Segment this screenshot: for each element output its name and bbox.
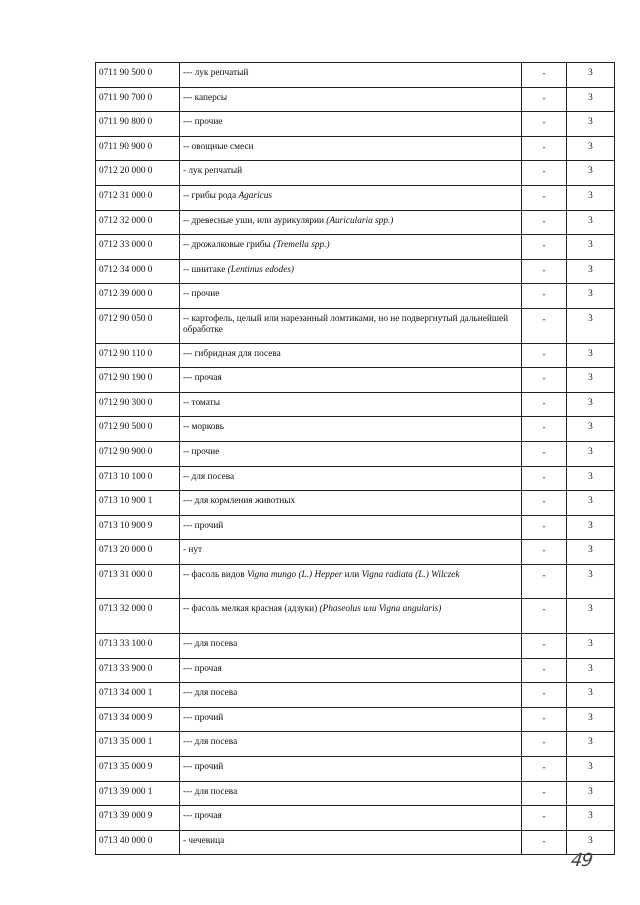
description-text: --- для посева (183, 639, 238, 650)
table-row (96, 757, 615, 782)
duty-rate-cell: 3 (567, 732, 615, 757)
table-row (96, 781, 615, 806)
table-row (96, 683, 615, 708)
table-row (96, 491, 615, 516)
unit-cell: - (522, 599, 567, 634)
duty-rate-cell: 3 (567, 599, 615, 634)
commodity-code-cell: 0712 90 300 0 (96, 392, 180, 417)
unit-cell: - (522, 284, 567, 309)
commodity-code-cell: 0713 35 000 1 (96, 732, 180, 757)
duty-rate-cell: 3 (567, 210, 615, 235)
unit-cell: - (522, 491, 567, 516)
duty-rate-cell: 3 (567, 112, 615, 137)
commodity-code-cell: 0712 90 050 0 (96, 308, 180, 343)
unit-cell: - (522, 63, 567, 88)
duty-rate-cell: 3 (567, 830, 615, 855)
commodity-code-cell: 0712 39 000 0 (96, 284, 180, 309)
description-text: -- прочие (183, 446, 220, 457)
page-number: 49 (569, 850, 594, 871)
description-cell (180, 491, 522, 516)
duty-rate-cell: 3 (567, 284, 615, 309)
duty-rate-cell: 3 (567, 564, 615, 599)
unit-cell: - (522, 830, 567, 855)
duty-rate-cell: 3 (567, 781, 615, 806)
description-text: --- для кормления животных (183, 496, 296, 507)
table-row (96, 515, 615, 540)
unit-cell: - (522, 343, 567, 368)
commodity-code-cell: 0711 90 700 0 (96, 87, 180, 112)
description-cell (180, 284, 522, 309)
description-text: - чечевица (183, 835, 225, 846)
duty-rate-cell: 3 (567, 707, 615, 732)
description-text: --- прочий (183, 520, 224, 531)
commodity-code-cell: 0712 33 000 0 (96, 235, 180, 260)
description-cell (180, 634, 522, 659)
description-text: -- древесные уши, или аурикулярии (183, 215, 327, 226)
description-text: -- прочие (183, 289, 220, 300)
unit-cell: - (522, 564, 567, 599)
description-cell (180, 707, 522, 732)
commodity-code-cell: 0712 90 110 0 (96, 343, 180, 368)
commodity-code-cell: 0713 34 000 9 (96, 707, 180, 732)
duty-rate-cell: 3 (567, 343, 615, 368)
description-cell (180, 732, 522, 757)
duty-rate-cell: 3 (567, 417, 615, 442)
description-text: -- картофель, целый или нарезанный ломтиками, но не подвергнутый дальнейшей обработке (183, 313, 509, 335)
unit-cell: - (522, 806, 567, 831)
tariff-table-body (96, 63, 615, 855)
unit-cell: - (522, 634, 567, 659)
table-row (96, 417, 615, 442)
description-cell (180, 599, 522, 634)
description-cell (180, 368, 522, 393)
duty-rate-cell: 3 (567, 161, 615, 186)
description-text: --- прочий (183, 712, 224, 723)
description-cell (180, 392, 522, 417)
duty-rate-cell: 3 (567, 392, 615, 417)
description-cell (180, 417, 522, 442)
description-cell (180, 540, 522, 565)
description-italic-text: (Lentinus edodes) (227, 264, 295, 275)
commodity-code-cell: 0713 32 000 0 (96, 599, 180, 634)
description-text: -- овощные смеси (183, 141, 254, 152)
unit-cell: - (522, 683, 567, 708)
unit-cell: - (522, 185, 567, 210)
unit-cell: - (522, 658, 567, 683)
commodity-code-cell: 0713 31 000 0 (96, 564, 180, 599)
description-cell (180, 136, 522, 161)
description-cell (180, 308, 522, 343)
description-cell (180, 830, 522, 855)
description-text: --- прочий (183, 762, 224, 773)
table-row (96, 308, 615, 343)
commodity-code-cell: 0713 33 100 0 (96, 634, 180, 659)
description-text: --- для посева (183, 737, 238, 748)
unit-cell: - (522, 259, 567, 284)
description-text: или (342, 569, 362, 580)
duty-rate-cell: 3 (567, 368, 615, 393)
description-text: -- дрожалковые грибы (183, 240, 274, 251)
commodity-code-cell: 0713 40 000 0 (96, 830, 180, 855)
commodity-code-cell: 0711 90 500 0 (96, 63, 180, 88)
description-text: --- каперсы (183, 92, 228, 103)
description-italic-text: Vigna radiata (L.) Wilczek (361, 569, 460, 580)
table-row (96, 634, 615, 659)
description-cell (180, 806, 522, 831)
description-text: -- фасоль видов (183, 569, 247, 580)
description-text: --- для посева (183, 786, 238, 797)
table-row (96, 210, 615, 235)
description-text: -- томаты (183, 397, 220, 408)
duty-rate-cell: 3 (567, 63, 615, 88)
table-row (96, 599, 615, 634)
unit-cell: - (522, 210, 567, 235)
description-text: -- для посева (183, 471, 235, 482)
description-text: --- для посева (183, 688, 238, 699)
duty-rate-cell: 3 (567, 235, 615, 260)
table-row (96, 830, 615, 855)
commodity-code-cell: 0711 90 900 0 (96, 136, 180, 161)
commodity-code-cell: 0713 34 000 1 (96, 683, 180, 708)
unit-cell: - (522, 87, 567, 112)
unit-cell: - (522, 781, 567, 806)
commodity-code-cell: 0713 10 900 9 (96, 515, 180, 540)
table-row (96, 441, 615, 466)
table-row (96, 259, 615, 284)
duty-rate-cell: 3 (567, 515, 615, 540)
table-row (96, 87, 615, 112)
table-row (96, 732, 615, 757)
description-text: --- гибридная для посева (183, 348, 281, 359)
duty-rate-cell: 3 (567, 87, 615, 112)
duty-rate-cell: 3 (567, 441, 615, 466)
description-cell (180, 658, 522, 683)
commodity-code-cell: 0712 90 900 0 (96, 441, 180, 466)
description-text: --- прочая (183, 663, 222, 674)
duty-rate-cell: 3 (567, 136, 615, 161)
description-text: -- фасоль мелкая красная (адзуки) (183, 604, 320, 615)
table-row (96, 136, 615, 161)
description-italic-text: (Phaseolus или Vigna angularis) (319, 604, 442, 615)
description-cell (180, 441, 522, 466)
table-row (96, 63, 615, 88)
table-row (96, 343, 615, 368)
description-cell (180, 515, 522, 540)
table-row (96, 540, 615, 565)
unit-cell: - (522, 417, 567, 442)
description-text: --- прочая (183, 373, 222, 384)
table-row (96, 806, 615, 831)
duty-rate-cell: 3 (567, 658, 615, 683)
duty-rate-cell: 3 (567, 308, 615, 343)
duty-rate-cell: 3 (567, 634, 615, 659)
description-text: --- прочая (183, 811, 222, 822)
duty-rate-cell: 3 (567, 683, 615, 708)
unit-cell: - (522, 466, 567, 491)
description-text: - нут (183, 545, 203, 556)
unit-cell: - (522, 392, 567, 417)
unit-cell: - (522, 707, 567, 732)
description-cell (180, 259, 522, 284)
commodity-code-cell: 0712 20 000 0 (96, 161, 180, 186)
description-text: --- лук репчатый (183, 68, 249, 78)
description-cell (180, 466, 522, 491)
commodity-code-cell: 0712 90 500 0 (96, 417, 180, 442)
table-row (96, 564, 615, 599)
unit-cell: - (522, 515, 567, 540)
commodity-code-cell: 0713 20 000 0 (96, 540, 180, 565)
duty-rate-cell: 3 (567, 259, 615, 284)
duty-rate-cell: 3 (567, 757, 615, 782)
table-row (96, 466, 615, 491)
unit-cell: - (522, 112, 567, 137)
unit-cell: - (522, 136, 567, 161)
description-cell (180, 781, 522, 806)
table-row (96, 161, 615, 186)
commodity-code-cell: 0713 39 000 1 (96, 781, 180, 806)
unit-cell: - (522, 540, 567, 565)
description-text: --- прочие (183, 117, 223, 128)
table-row (96, 392, 615, 417)
commodity-code-cell: 0713 10 100 0 (96, 466, 180, 491)
description-italic-text: (Tremella spp.) (273, 240, 330, 251)
description-cell (180, 757, 522, 782)
description-cell (180, 235, 522, 260)
description-cell (180, 683, 522, 708)
unit-cell: - (522, 441, 567, 466)
commodity-code-cell: 0712 90 190 0 (96, 368, 180, 393)
table-row (96, 658, 615, 683)
unit-cell: - (522, 368, 567, 393)
description-cell (180, 185, 522, 210)
unit-cell: - (522, 235, 567, 260)
description-text: - лук репчатый (183, 166, 243, 177)
duty-rate-cell: 3 (567, 540, 615, 565)
description-text: -- грибы рода (183, 190, 239, 201)
description-cell (180, 63, 522, 88)
description-text: -- шиитаке (183, 264, 228, 275)
table-row (96, 235, 615, 260)
commodity-code-cell: 0712 34 000 0 (96, 259, 180, 284)
description-italic-text: Agaricus (238, 190, 273, 201)
commodity-code-cell: 0713 35 000 9 (96, 757, 180, 782)
unit-cell: - (522, 732, 567, 757)
commodity-code-cell: 0713 33 900 0 (96, 658, 180, 683)
description-cell (180, 87, 522, 112)
table-row (96, 185, 615, 210)
unit-cell: - (522, 308, 567, 343)
commodity-code-cell: 0712 31 000 0 (96, 185, 180, 210)
description-text: -- морковь (183, 422, 225, 433)
duty-rate-cell: 3 (567, 466, 615, 491)
unit-cell: - (522, 757, 567, 782)
tariff-table (95, 62, 615, 855)
description-cell (180, 161, 522, 186)
duty-rate-cell: 3 (567, 806, 615, 831)
commodity-code-cell: 0713 10 900 1 (96, 491, 180, 516)
table-row (96, 284, 615, 309)
duty-rate-cell: 3 (567, 491, 615, 516)
description-italic-text: (Auricularia spp.) (326, 215, 394, 226)
description-cell (180, 564, 522, 599)
description-italic-text: Vigna mungo (L.) Hepper (246, 569, 343, 580)
table-row (96, 368, 615, 393)
table-row (96, 112, 615, 137)
commodity-code-cell: 0711 90 800 0 (96, 112, 180, 137)
commodity-code-cell: 0713 39 000 9 (96, 806, 180, 831)
description-cell (180, 210, 522, 235)
description-cell (180, 112, 522, 137)
unit-cell: - (522, 161, 567, 186)
commodity-code-cell: 0712 32 000 0 (96, 210, 180, 235)
description-cell (180, 343, 522, 368)
duty-rate-cell: 3 (567, 185, 615, 210)
table-row (96, 707, 615, 732)
